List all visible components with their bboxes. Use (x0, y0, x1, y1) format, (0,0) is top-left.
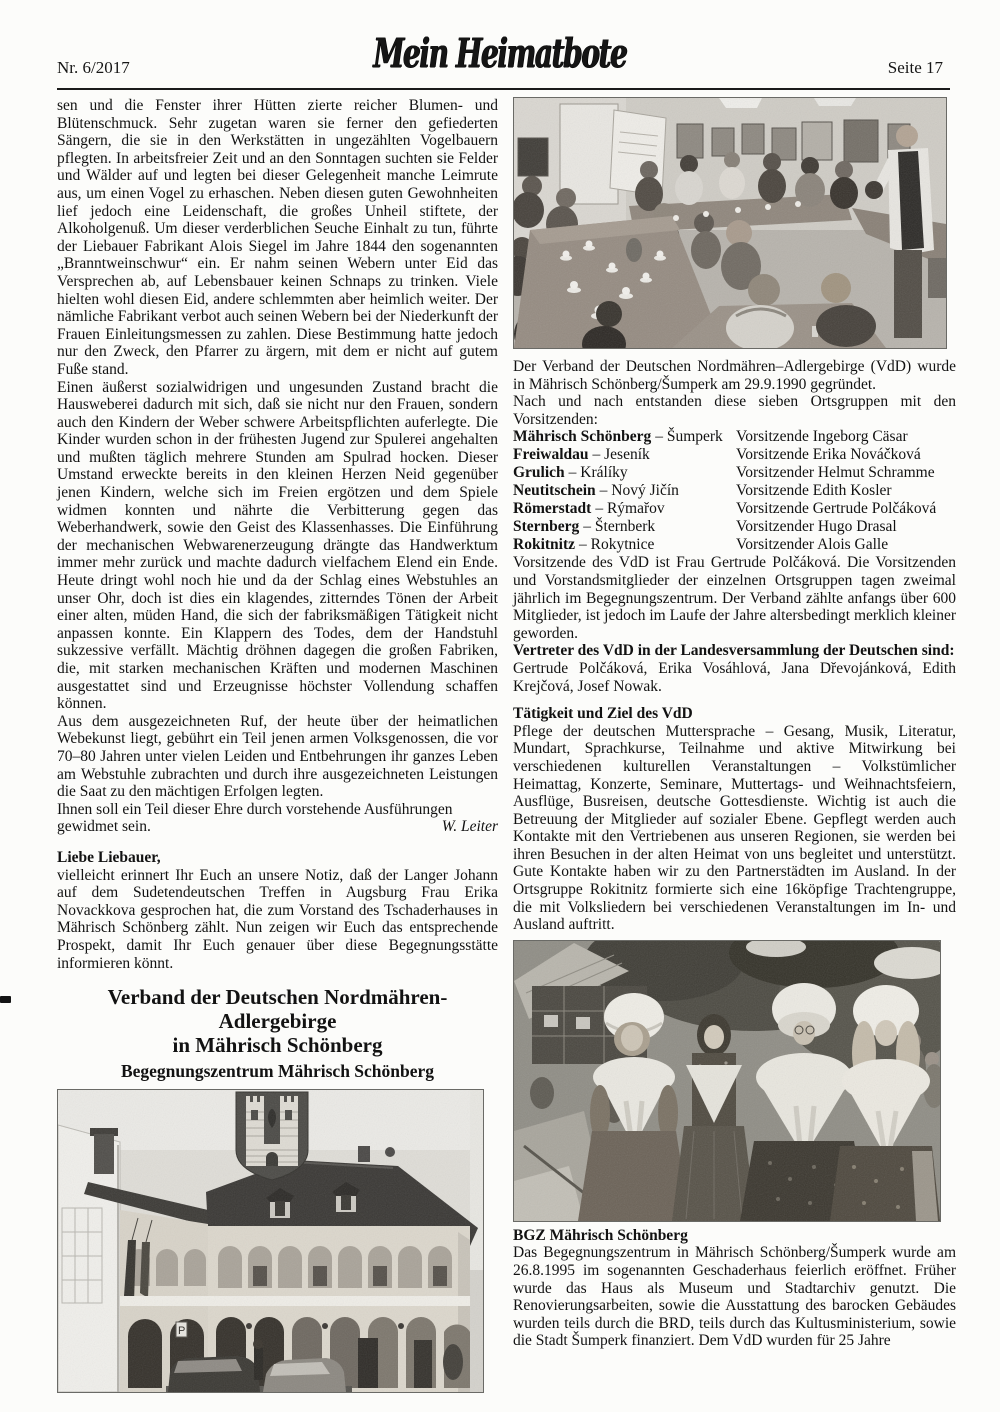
place-name: Neutitschein (513, 482, 596, 500)
masthead-title: Mein Heimatbote (373, 30, 627, 77)
article-paragraph: Ihnen soll ein Teil dieser Ehre durch vorstehende Ausführungen (57, 800, 453, 818)
taetigkeit-heading: Tätigkeit und Ziel des VdD (513, 705, 693, 723)
closing-text: gewidmet sein. (57, 818, 151, 836)
article-paragraph: Der Verband der Deutschen Nordmähren–Adlergebirge (VdD) wurde in Mährisch Schönberg/Šumperk am 29.9.1990 gegründet. (513, 358, 956, 393)
chair-name: Vorsitzender Hugo Drasal (736, 518, 897, 536)
place-czech: – Rokytnice (579, 536, 655, 554)
place-name: Sternberg (513, 518, 580, 536)
ortsgruppe-row (513, 500, 956, 518)
article-paragraph: Aus dem ausgezeichneten Ruf, der heute über der heimatlichen Webekunst liegt, gebührt ein Teil jenen armen Volksgenossen, die vor 70–80 Jahren unter vielen Leiden und Entbehrungen ihr ganzes Leben am Webstuhle zubrachten und durch ihre ausgezeichneten Leistungen die Saat zu den mächtigen Erfolgen legten. (57, 712, 498, 801)
vertreter-heading: Vertreter des VdD in der Landesversammlung der Deutschen sind: (513, 642, 955, 660)
article-paragraph: Vorsitzende des VdD ist Frau Gertrude Polčáková. Die Vorsitzenden und Vorstandsmitglieder der einzelnen Ortsgruppen tagen zweimal jährlich im Begegnungszentrum. Der Verband zählte anfangs über 600 Mitglieder, ist jedoch im Laufe der Jahre altersbedingt merklich kleiner geworden. (513, 554, 956, 642)
left-column (57, 97, 498, 1393)
header-rule (57, 88, 950, 90)
geschaderhaus-photo (57, 1089, 484, 1393)
place-name: Grulich (513, 464, 565, 482)
article-paragraph: Nach und nach entstanden diese sieben Ortsgruppen mit den Vorsitzenden: (513, 393, 956, 428)
letter-paragraph: vielleicht erinnert Ihr Euch an unsere Notiz, daß der Langer Johann auf dem Sudetendeutschen Treffen in Augsburg Frau Erika Novackkova gesprochen hat, die zum Vorstand des Tschaderhauses in Mährisch Schönberg zählt. Nun zeigen wir Euch das entsprechende Prospekt, damit Ihr Euch genauer über diese Begegnungsstätte informieren könnt. (57, 866, 498, 972)
scan-artifact (0, 996, 11, 1003)
masthead (0, 30, 1000, 77)
chair-name: Vorsitzende Gertrude Polčáková (736, 500, 937, 518)
chair-name: Vorsitzende Ingeborg Cäsar (736, 428, 908, 446)
place-czech: – Jeseník (592, 446, 650, 464)
ortsgruppe-row (513, 482, 956, 500)
meeting-photo (513, 97, 947, 349)
ortsgruppe-row (513, 536, 956, 554)
place-czech: – Nový Jičín (599, 482, 679, 500)
place-czech: – Šternberk (583, 518, 656, 536)
svg-text:P: P (178, 1325, 186, 1338)
ortsgruppe-row (513, 428, 956, 446)
trachtengruppe-photo (513, 940, 941, 1222)
bgz-heading: BGZ Mährisch Schönberg (513, 1226, 688, 1244)
ortsgruppe-row (513, 464, 956, 482)
place-name: Römerstadt (513, 500, 592, 518)
section-subheadline: Begegnungszentrum Mährisch Schönberg (120, 1061, 435, 1082)
chair-name: Vorsitzende Edith Kosler (736, 482, 892, 500)
author-signature: W. Leiter (441, 818, 498, 836)
place-name: Rokitnitz (513, 536, 575, 554)
article-closing-row (57, 818, 498, 836)
place-czech: – Rýmařov (595, 500, 665, 518)
section-headline (57, 985, 498, 1057)
chair-name: Vorsitzender Helmut Schramme (736, 464, 935, 482)
article-paragraph: sen und die Fenster ihrer Hütten zierte reicher Blumen- und Blütenschmuck. Sehr zugetan waren sie ferner den gefiederten Sängern, die sie in den Werkstätten in ungezählten Vogelbauern pflegten. In arbeitsfreier Zeit und an den Sonntagen suchten sie Felder und Wälder auf und legten bei dieser Gelegenheit manche Leimrute aus, um einen Vogel zu erhaschen. Neben diesen guten Gewohnheiten lief jedoch eine Leidenschaft, die großes Unheil stiftete, der Alkoholgenuß. Um dieser verderblichen Seuche Einhalt zu tun, führte der Liebauer Fabrikant Alois Siegel im Jahre 1844 den sogenannten „Branntweinschwur“ ein. Er nahm seinen Webern unter Eid das Versprechen ab, auf Lebensbauer keinen Schnaps zu trinken. Viele hielten wohl diesen Eid, andere schlemmten aber heimlich weiter. Der nämliche Fabrikant verbot auch seinen Webern bei der Niederkunft der Frauen Einleitungsmessen zu zahlen. Diese Bestimmung hatte jedoch nur den Zweck, den Pfarrer zu ärgern, mit dem er nicht auf gutem Fuße stand. (57, 97, 498, 378)
ortsgruppen-list (513, 428, 956, 554)
issue-number: Nr. 6/2017 (57, 58, 130, 77)
article-paragraph: Pflege der deutschen Muttersprache – Gesang, Musik, Literatur, Mundart, Sprachkurse, Teilnahme und aktive Mitwirkung bei verschiedenen kulturellen Veranstaltungen – Volkstümlicher Heimattag, Konzerte, Seminare, Muttertags- und Weihnachtsfeiern, Ausflüge, Busreisen, deutsche Gottesdienste. Wichtig ist auch die Betreuung der Mitglieder auf sozialer Ebene. Gepflegt werden auch Kontakte mit den Vertriebenen aus unseren Regionen, sie werden bei ihren Besuchen in der alten Heimat von uns begleitet und unterstützt. Gute Kontakte haben wir zu den Partnerstädten im Ausland. In der Ortsgruppe Rokitnitz formierte sich eine 16köpfige Trachtengruppe, die mit Volksliedern bei verschiedenen Veranstaltungen im In- und Ausland auftritt. (513, 722, 956, 934)
ortsgruppe-row (513, 518, 956, 536)
letter-heading: Liebe Liebauer, (57, 848, 161, 866)
vertreter-names: Gertrude Polčáková, Erika Vosáhlová, Jana Dřevojánková, Edith Krejčová, Josef Nowak. (513, 659, 956, 695)
place-name: Mährisch Schönberg (513, 428, 652, 446)
headline-line2: in Mährisch Schönberg (172, 1033, 383, 1058)
headline-line1: Verband der Deutschen Nordmähren-Adlergebirge (107, 985, 448, 1034)
chair-name: Vorsitzender Alois Galle (736, 536, 889, 554)
article-paragraph: Das Begegnungszentrum in Mährisch Schönberg/Šumperk wurde am 26.8.1995 im sogenannten Geschaderhaus feierlich eröffnet. Früher wurde das Haus als Museum und Stadtarchiv genutzt. Die Renovierungsarbeiten, sowie die Ausstattung des barocken Gebäudes wurden teils durch die BRD, teils durch das Kultusministerium, sowie die Stadt Šumperk finanziert. Dem VdD wurden für 25 Jahre (513, 1244, 956, 1350)
page-number: Seite 17 (887, 58, 943, 77)
chair-name: Vorsitzende Erika Nováčková (736, 446, 921, 464)
right-column (513, 97, 956, 1350)
article-paragraph: Einen äußerst sozialwidrigen und ungesunden Zustand bracht die Hausweberei dadurch mit sich, daß sie nicht nur den Frauen, sondern auch den Kindern der Weber schwere Arbeitspflichten auferlegte. Die Kinder wurden schon in der frühesten Jugend zur Spulerei angehalten und mußten täglich mehrere Stunden am Spulrad hocken. Dieser Umstand erweckte bereits in den kleinen Herzen Neid gegenüber jenen Kindern, welche sich im Freien ergötzen und dem Spiele widmen konnten und nährte die Verbitterung gegen das Weberhandwerk, sowie den Geist des Klassenhasses. Die Einführung der mechanischen Webwarenerzeugung drängte das Handwerktum immer mehr zurück und machte dadurch vielfachem Elend ein Ende. Heute dringt wohl noch hie und da der Schlag eines Webstuhles an unser Ohr, doch ist dies ein klagendes, zitterndes Tönen der Arbeit einer alten, müden Hand, die sich der fabriksmäßigen Tätigkeit nicht anpassen konnte. Ein Klappern des Todes, dem der Handstuhl sukzessive verfällt. Mächtig dröhnen dagegen die großen Fabriken, die, mit starken mechanischen Kräften und modernen Maschinen ausgestattet sind und Erzeugnisse höchster Vollendung schaffen können. (57, 378, 498, 713)
place-czech: – Králíky (568, 464, 628, 482)
ortsgruppe-row (513, 446, 956, 464)
place-czech: – Šumperk (655, 428, 723, 446)
place-name: Freiwaldau (513, 446, 589, 464)
